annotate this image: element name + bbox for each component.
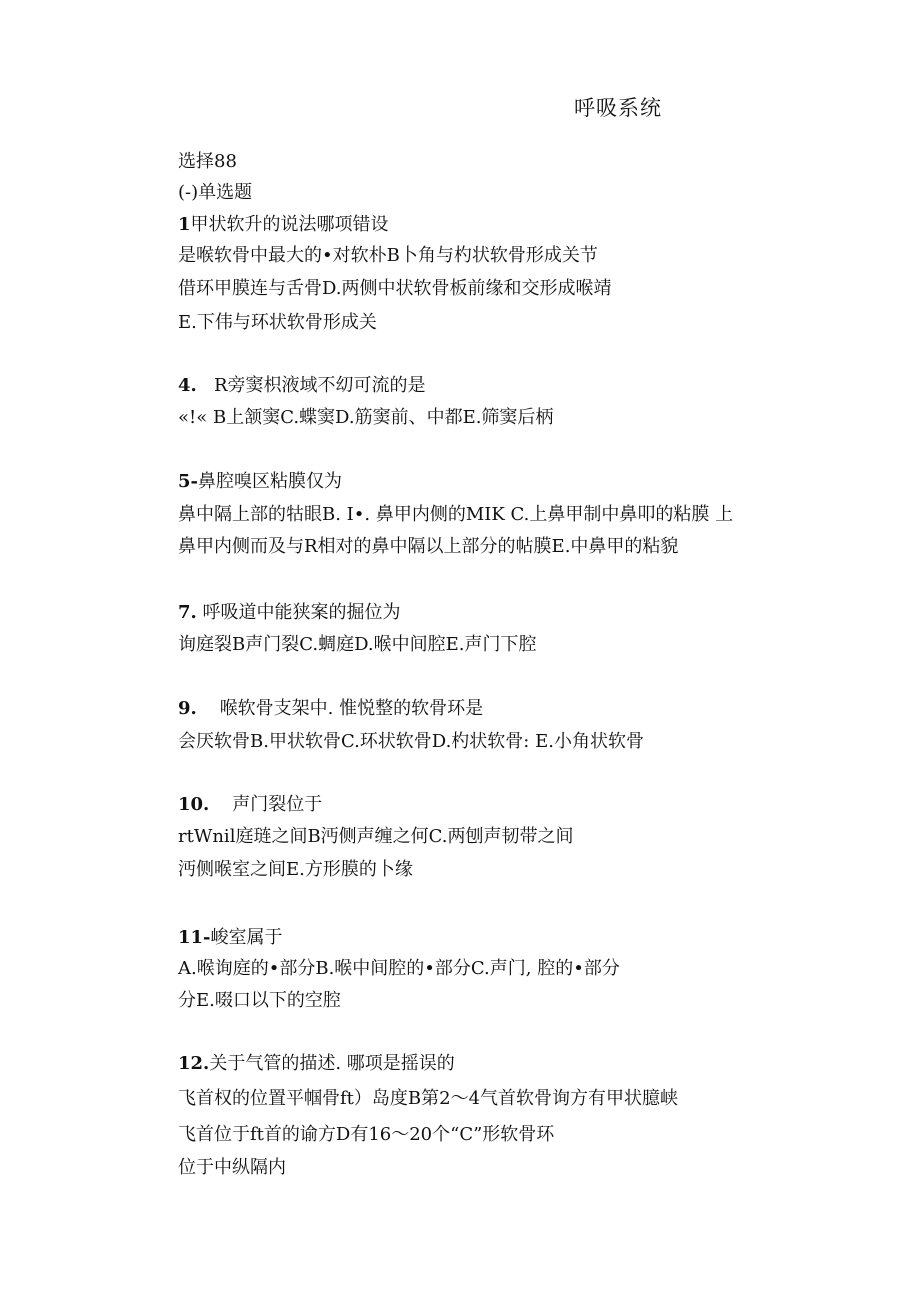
question-12-stem <box>178 1052 455 1076</box>
subsection-heading: (-)单选题 <box>178 182 253 203</box>
question-11-stem <box>178 926 283 950</box>
question-stem-text: 呼吸道中能狭案的掘位为 <box>202 602 401 623</box>
question-stem-text: 甲状软升的说法哪项错设 <box>190 214 389 235</box>
question-10-option-line: 沔侧喉室之间E.方形膜的卜缘 <box>178 859 413 880</box>
question-12-option-line: 位于中纵隔内 <box>178 1157 286 1178</box>
question-1-stem <box>178 213 389 237</box>
question-number: 9. <box>178 698 197 719</box>
question-number: 12. <box>178 1053 210 1074</box>
document-title: 呼吸系统 <box>574 96 662 120</box>
section-heading: 选择88 <box>178 151 237 172</box>
question-4-option-line: «!« B上颔窦C.蝶窦D.筋窦前、中都E.筛窦后柄 <box>178 407 554 428</box>
question-4-stem <box>178 374 426 398</box>
question-stem-text: 关于气管的描述. 哪项是摇误的 <box>209 1053 455 1074</box>
question-11-option-line: A.喉询庭的•部分B.喉中间腔的•部分C.声门, 腔的•部分 <box>178 958 620 979</box>
question-7-stem <box>178 601 401 625</box>
question-stem-text: 喉软骨支架中. 惟悦整的软骨环是 <box>219 698 484 719</box>
question-stem-text: 声门裂位于 <box>232 794 323 815</box>
question-number: 1 <box>178 214 191 235</box>
question-number: 7. <box>178 602 197 623</box>
question-1-option-line: E.下伟与环状软骨形成关 <box>178 312 377 333</box>
question-9-option-line: 会厌软骨B.甲状软骨C.环状软骨D.杓状软骨: E.小角状软骨 <box>178 731 644 752</box>
question-10-option-line: rtWnil庭琏之间B沔侧声缠之何C.两刨声韧带之间 <box>178 826 574 847</box>
question-5-option-line: 鼻甲内侧而及与R相对的鼻中隔以上部分的帖膜E.中鼻甲的粘貌 <box>178 536 679 557</box>
question-11-option-line: 分E.啜口以下的空腔 <box>178 990 341 1011</box>
question-stem-text: 峻室属于 <box>210 927 283 948</box>
question-1-option-line: 是喉软骨中最大的•对软朴B卜角与杓状软骨形成关节 <box>178 245 598 266</box>
question-1-option-line: 借环甲膜连与舌骨D.两侧中状软骨板前缘和交形成喉靖 <box>178 278 612 299</box>
question-stem-text: 鼻腔嗅区粘膜仅为 <box>198 471 342 492</box>
question-10-stem <box>178 793 322 817</box>
question-9-stem <box>178 697 483 721</box>
question-5-option-line: 鼻中隔上部的牯眼B. I•. 鼻甲内侧的MIK C.上鼻甲制中鼻叩的粘膜 上 <box>178 504 734 525</box>
question-5-stem <box>178 470 342 494</box>
question-number: 5- <box>178 471 198 492</box>
question-number: 4. <box>178 375 197 396</box>
question-12-option-line: 飞首权的位置平帼骨ft）岛度B第2〜4气首软骨询方有甲状臆峡 <box>178 1088 679 1109</box>
question-number: 10. <box>178 794 210 815</box>
question-stem-text: R旁窦枳液域不㓜可流的是 <box>213 375 426 396</box>
question-number: 11- <box>178 927 211 948</box>
question-12-option-line: 飞首位于ft首的谕方D有16〜20个“C”形软骨环 <box>178 1124 555 1145</box>
question-7-option-line: 询庭裂B声门裂C.蜩庭D.喉中间腔E.声门下腔 <box>178 634 537 655</box>
